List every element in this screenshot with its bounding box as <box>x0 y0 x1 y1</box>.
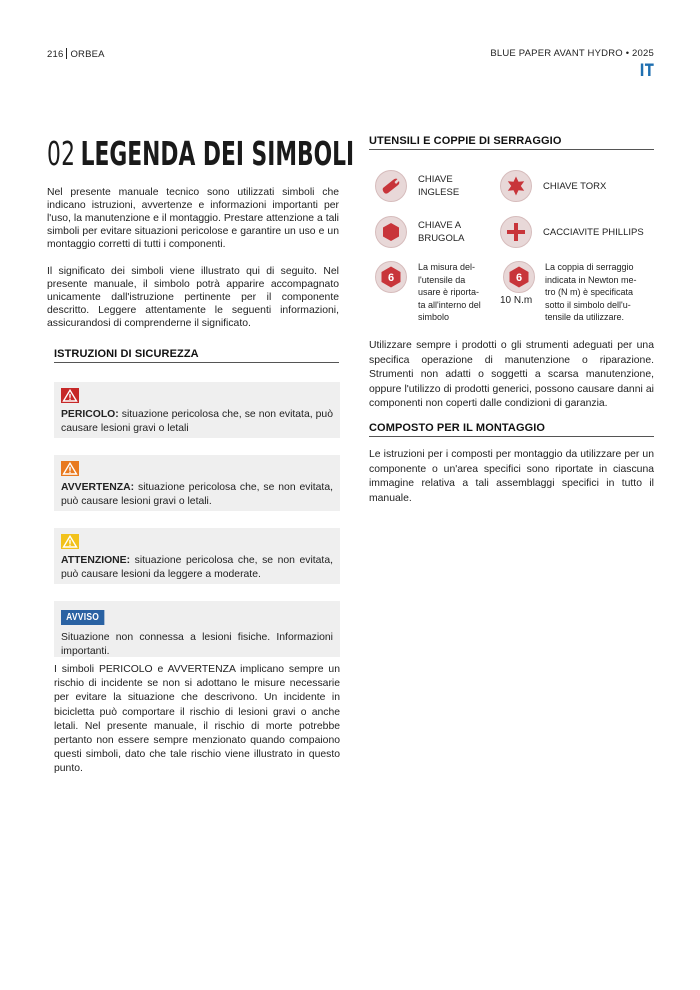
warning-icon <box>61 461 79 476</box>
caution-icon <box>61 534 79 549</box>
open-wrench-icon <box>375 170 407 202</box>
open-wrench-label: CHIAVE INGLESE <box>418 174 460 198</box>
tool-size-description: La misura del- l'utensile da usare è riporta- ta all'interno del simbolo <box>418 262 481 322</box>
assembly-paragraph: Le istruzioni per i composti per montaggio da utilizzare per un componente o un'area specifici sono riportate in ciascuna immagine relativa a tali assemblaggi specifici in tutto il manuale. <box>369 449 654 504</box>
notice-box <box>54 601 340 657</box>
assembly-heading-rule <box>369 436 654 437</box>
tool-torque-icon <box>503 261 535 293</box>
tool-size-icon <box>375 261 407 293</box>
danger-warning-icon <box>61 388 79 403</box>
tool-open-wrench <box>375 170 459 202</box>
language-code: IT <box>639 61 654 81</box>
danger-box <box>54 382 340 438</box>
assembly-heading: COMPOSTO PER IL MONTAGGIO <box>369 422 546 434</box>
allen-key-icon <box>375 216 407 248</box>
intro-paragraph-1: Nel presente manuale tecnico sono utilizzati simboli che indicano istruzioni, avvertenze e informazioni importanti per l'uso, la manutenzione e il montaggio. Prestare attenzione a tali simboli per evitare situazioni pericolose e garantire un uso e un montaggio corretti di tutti i componenti. <box>47 187 339 250</box>
intro-paragraph-2: Il significato dei simboli viene illustrato qui di seguito. Nel presente manuale, il simbolo potrà apparire accompagnato unicamente dall'istruzione pertinente per il componente descritto. Leggere attentamente le seguenti informazioni, assicurandosi di comprenderne il significato. <box>47 266 339 329</box>
torque-value: 10 N.m <box>500 295 533 306</box>
tools-note-paragraph: Utilizzare sempre i prodotti o gli strumenti adeguati per una specifica operazione di manutenzione o riparazione. Strumenti non adatti o soggetti a scarsa manutenzione, oppure l'utilizzo di prodotti generici, possono causare danni ai componenti non coperti dalle condizioni di garanzia. <box>369 340 654 409</box>
notice-badge: AVVISO <box>61 610 104 625</box>
page-header-left <box>47 48 105 60</box>
svg-text:6: 6 <box>515 272 523 285</box>
brand-name: ORBEA <box>70 49 105 60</box>
header-divider <box>66 48 67 59</box>
warning-text: AVVERTENZA: situazione pericolosa che, se non evitata, può causare lesioni gravi o letali. <box>61 482 333 507</box>
allen-key-label: CHIAVE A BRUGOLA <box>418 220 465 244</box>
tools-heading-rule <box>369 149 654 150</box>
danger-text: PERICOLO: situazione pericolosa che, se non evitata, può causare lesioni gravi o letali <box>61 409 333 434</box>
safety-heading: ISTRUZIONI DI SICUREZZA <box>54 348 199 360</box>
chapter-number: 02 <box>47 134 76 173</box>
safety-closing-paragraph: I simboli PERICOLO e AVVERTENZA implicano sempre un rischio di incidente se non si adottano le misure necessarie per evitare la situazione che descrivono. Un incidente in bicicletta può comportare il rischio di lesioni gravi o anche letali. Nel presente manuale, il rischio di morte potrebbe pertanto non essere sempre menzionato quando compaiono questi simboli, dato che tale rischio viene illustrato in questo punto. <box>54 664 340 775</box>
tool-phillips-screwdriver <box>500 216 644 248</box>
tool-torx-key <box>500 170 606 202</box>
chapter-title: LEGENDA DEI SIMBOLI <box>80 134 355 173</box>
phillips-screwdriver-label: CACCIAVITE PHILLIPS <box>543 226 644 238</box>
safety-heading-rule <box>54 362 339 363</box>
page-title <box>47 134 355 173</box>
caution-box <box>54 528 340 584</box>
warning-box <box>54 455 340 511</box>
tool-allen-key <box>375 216 464 248</box>
doc-title: BLUE PAPER AVANT HYDRO • 2025 <box>490 48 654 59</box>
phillips-screwdriver-icon <box>500 216 532 248</box>
torx-key-label: CHIAVE TORX <box>543 180 607 192</box>
notice-text: Situazione non connessa a lesioni fisiche. Informazioni importanti. <box>61 632 333 657</box>
svg-text:6: 6 <box>387 272 395 285</box>
tool-torque-description: La coppia di serraggio indicata in Newton me- tro (N m) è specificata sotto il simbolo dell'u- tensile da utilizzare. <box>545 262 637 322</box>
torx-key-icon <box>500 170 532 202</box>
caution-text: ATTENZIONE: situazione pericolosa che, se non evitata, può causare lesioni da leggere a moderate. <box>61 555 333 580</box>
page-number: 216 <box>47 49 64 60</box>
tools-heading: UTENSILI E COPPIE DI SERRAGGIO <box>369 135 562 147</box>
